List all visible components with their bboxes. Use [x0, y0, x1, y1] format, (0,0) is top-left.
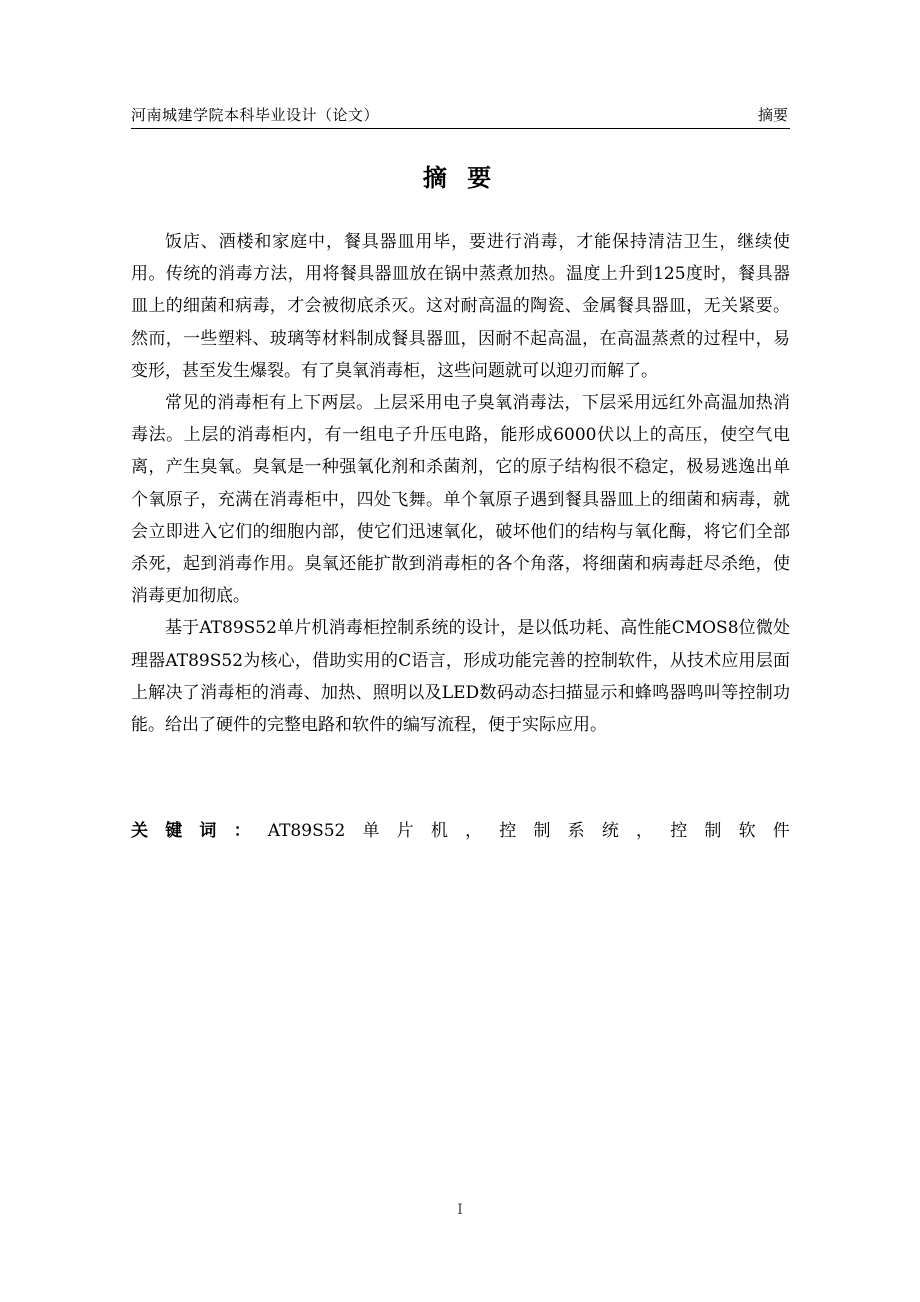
keywords-label-char: 词: [199, 821, 217, 841]
keyword-separator: ，: [465, 821, 483, 841]
page-number: I: [457, 1202, 463, 1218]
keyword-token: 单: [362, 821, 380, 841]
keywords-label-colon: ：: [233, 821, 251, 841]
keyword-token: 件: [772, 821, 790, 841]
keyword-token: AT89S52: [267, 821, 346, 841]
header-institution: 河南城建学院本科毕业设计（论文）: [131, 106, 380, 124]
keyword-token: 控: [670, 821, 688, 841]
keyword-token: 软: [738, 821, 756, 841]
keywords-line: [131, 815, 790, 847]
page-title: 摘 要: [422, 164, 498, 192]
page-header: [131, 104, 790, 129]
keyword-token: 制: [533, 821, 551, 841]
keywords-label-char: 键: [165, 821, 183, 841]
keyword-token: 系: [567, 821, 585, 841]
keyword-separator: ，: [636, 821, 654, 841]
abstract-paragraph-1: 饭店、酒楼和家庭中，餐具器皿用毕，要进行消毒，才能保持清洁卫生，继续使用。传统的消毒方法，用将餐具器皿放在锅中蒸煮加热。温度上升到125度时，餐具器皿上的细菌和病毒，才会被彻底杀灭。这对耐高温的陶瓷、金属餐具器皿，无关紧要。然而，一些塑料、玻璃等材料制成餐具器皿，因耐不起高温，在高温蒸煮的过程中，易变形，甚至发生爆裂。有了臭氧消毒柜，这些问题就可以迎刃而解了。: [131, 232, 790, 381]
abstract-body: [131, 226, 790, 741]
keyword-token: 制: [704, 821, 722, 841]
keyword-token: 统: [601, 821, 619, 841]
keyword-token: 机: [430, 821, 448, 841]
abstract-paragraph-3: 基于AT89S52单片机消毒柜控制系统的设计，是以低功耗、高性能CMOS8位微处理器AT89S52为核心，借助实用的C语言，形成功能完善的控制软件，从技术应用层面上解决了消毒柜的消毒、加热、照明以及LED数码动态扫描显示和蜂鸣器鸣叫等控制功能。给出了硬件的完整电路和软件的编写流程，便于实际应用。: [131, 618, 790, 736]
abstract-paragraph-2: 常见的消毒柜有上下两层。上层采用电子臭氧消毒法，下层采用远红外高温加热消毒法。上层的消毒柜内，有一组电子升压电路，能形成6000伏以上的高压，使空气电离，产生臭氧。臭氧是一种强氧化剂和杀菌剂，它的原子结构很不稳定，极易逃逸出单个氧原子，充满在消毒柜中，四处飞舞。单个氧原子遇到餐具器皿上的细菌和病毒，就会立即进入它们的细胞内部，使它们迅速氧化，破坏他们的结构与氧化酶，将它们全部杀死，起到消毒作用。臭氧还能扩散到消毒柜的各个角落，将细菌和病毒赶尽杀绝，使消毒更加彻底。: [131, 393, 790, 607]
keyword-token: 控: [499, 821, 517, 841]
header-section: 摘要: [757, 106, 788, 124]
keyword-token: 片: [396, 821, 414, 841]
keywords-label-char: 关: [131, 821, 148, 841]
